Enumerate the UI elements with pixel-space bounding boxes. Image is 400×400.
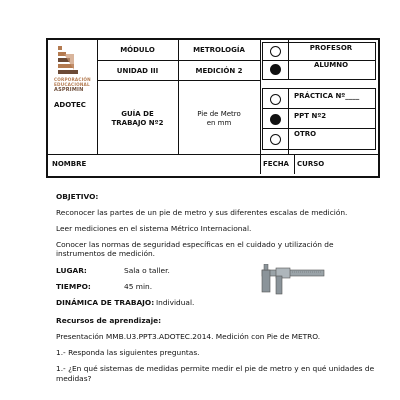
recursos-heading: Recursos de aprendizaje: [56,316,162,325]
curso-label: CURSO [297,160,325,168]
divider [178,40,179,154]
modulo-label: MÓDULO [120,46,155,54]
adotec-logo [54,44,94,100]
guia-value-line2: en mm [206,119,232,127]
question-1-line1: 1.- ¿En qué sistemas de medidas permite medir el pie de metro y en qué unidades de [56,364,375,373]
tiempo-label: TIEMPO: [56,282,91,291]
header-table [46,38,380,178]
dinamica-label: DINÁMICA DE TRABAJO: [56,298,155,307]
divider [97,40,98,154]
unidad-label: UNIDAD III [116,67,159,75]
objetivo-3: Conocer las normas de seguridad específicas en el cuidado y utilización de [56,240,334,249]
guia-label-line1: GUÍA DE [121,110,154,118]
ppt-label: PPT Nº2 [294,112,327,120]
practica-label: PRÁCTICA Nº____ [294,92,360,100]
objetivo-2: Leer mediciones en el sistema Métrico Internacional. [56,224,252,233]
otro-label: OTRO [294,130,317,138]
question-1-line2: medidas? [56,374,92,383]
divider [97,80,260,81]
divider [97,60,260,61]
alumno-radio[interactable] [270,64,281,75]
nombre-label: NOMBRE [52,160,87,168]
guia-label-line2: TRABAJO Nº2 [111,119,164,127]
objetivo-heading: OBJETIVO: [56,192,99,201]
logo-pyramid-icon [54,44,94,78]
tiempo-value: 45 min. [124,282,153,291]
divider [262,128,376,129]
ppt-radio[interactable] [270,114,281,125]
logo-org-line2: EDUCACIONAL [54,82,90,87]
profesor-label: PROFESOR [309,44,353,52]
lugar-label: LUGAR: [56,266,87,275]
objetivo-1: Reconocer las partes de un pie de metro y sus diferentes escalas de medición. [56,208,348,217]
step-1: 1.- Responda las siguientes preguntas. [56,348,200,357]
logo-brand: ASPRIMIN [54,87,84,93]
caliper-icon [258,264,328,298]
divider [262,108,376,109]
unidad-value: MEDICIÓN 2 [195,67,243,75]
otro-radio[interactable] [270,134,281,145]
lugar-value: Sala o taller. [124,266,170,275]
dinamica-value: Individual. [156,298,195,307]
presentacion-line: Presentación MMB.U3.PPT3.ADOTEC.2014. Medición con Pie de METRO. [56,332,321,341]
logo-org-line1: CORPORACIÓN [54,77,91,82]
practica-radio[interactable] [270,94,281,105]
objetivo-4: instrumentos de medición. [56,249,156,258]
alumno-label: ALUMNO [313,61,349,69]
fecha-label: FECHA [263,160,289,168]
guia-value-line1: Pie de Metro [197,110,241,118]
logo-name: ADOTEC [54,101,86,109]
modulo-value: METROLOGÍA [193,46,245,54]
profesor-radio[interactable] [270,46,281,57]
divider [294,154,295,174]
divider [48,154,378,155]
